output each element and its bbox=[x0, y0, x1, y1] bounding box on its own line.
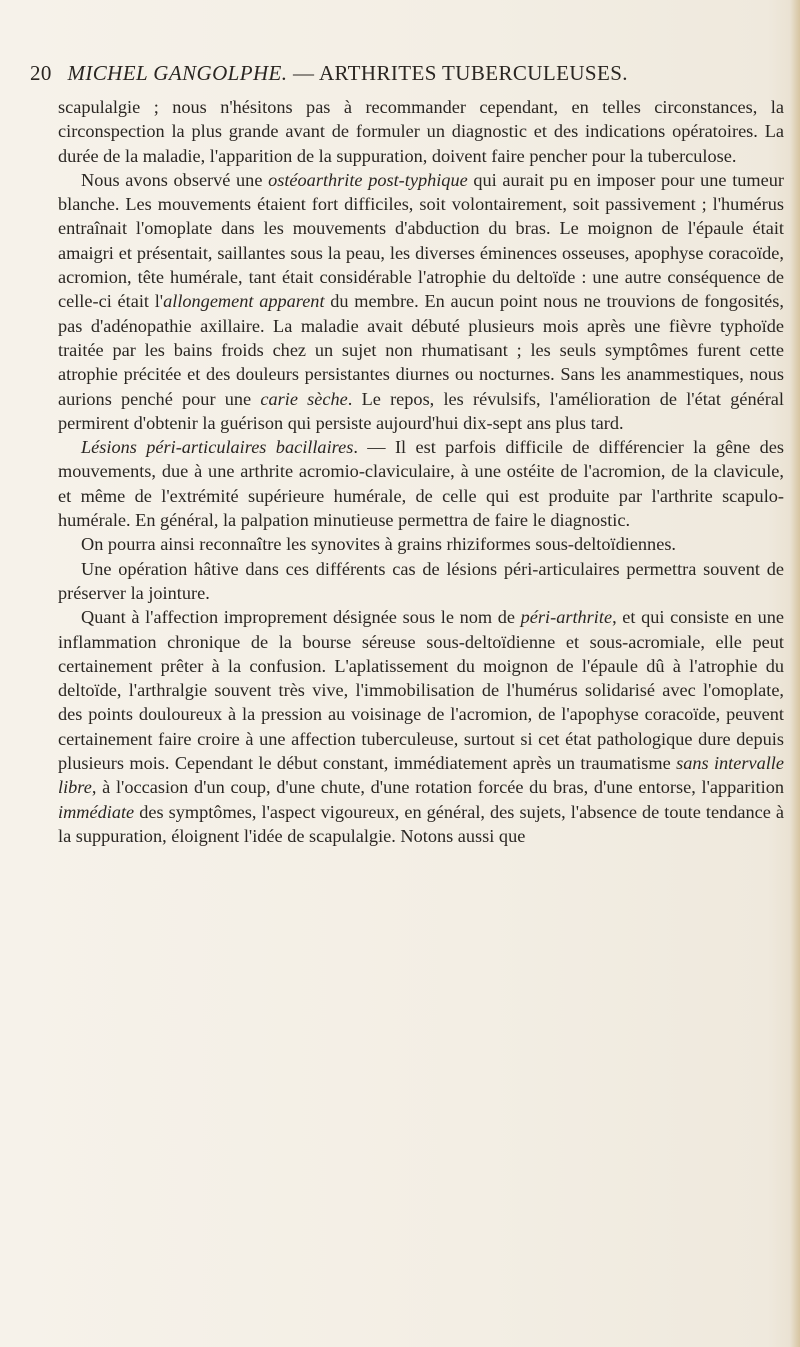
header-author: MICHEL GANGOLPHE. bbox=[67, 61, 288, 85]
paragraph bbox=[58, 605, 784, 848]
page-edge-stain bbox=[790, 0, 800, 1347]
text-run: On pourra ainsi reconnaître les synovites à grains rhiziformes sous-deltoïdiennes. bbox=[81, 534, 676, 555]
page-number: 20 bbox=[30, 61, 52, 85]
text-run: du membre. En aucun point nous ne trouvions de fongosités, pas d'adénopathie axillaire. La maladie avait débuté plusieurs mois après une fièvre typhoïde traitée par les bains froids chez un sujet non rhumatisant ; les seuls symptômes furent cette atrophie précitée et des douleurs persistantes diurnes ou nocturnes. Sans les anammestiques, nous aurions penché pour une bbox=[58, 291, 784, 409]
italic-text: ostéoarthrite post-typhique bbox=[268, 169, 468, 190]
italic-text: Lésions péri-articulaires bacillaires bbox=[81, 437, 354, 458]
text-run: des symptômes, l'aspect vigoureux, en général, des sujets, l'absence de toute tendance à la suppuration, éloignent l'idée de scapulalgie. Notons aussi que bbox=[58, 801, 784, 846]
header-title: ARTHRITES TUBERCULEUSES. bbox=[318, 61, 628, 85]
paragraph bbox=[58, 435, 784, 532]
paragraph bbox=[58, 168, 784, 435]
text-run: , et qui consiste en une inflammation chronique de la bourse séreuse sous-deltoïdienne et sous-acromiale, elle peut certainement prêter à la confusion. L'aplatissement du moignon de l'épaule dû à l'atrophie du deltoïde, l'arthralgie souvent très vive, l'immobilisation de l'humérus solidarisé avec l'omoplate, des points douloureux à la pression au voisinage de l'acromion, de l'apophyse coracoïde, peuvent certainement faire croire à une affection tuberculeuse, surtout si cet état pathologique dure depuis plusieurs mois. Cependant le début constant, immédiatement après un traumatisme bbox=[58, 607, 784, 774]
running-header bbox=[30, 61, 790, 86]
paragraph bbox=[58, 95, 784, 168]
paragraph bbox=[58, 532, 784, 556]
body-text bbox=[58, 95, 784, 848]
text-run: scapulalgie ; nous n'hésitons pas à recommander cependant, en telles circonstances, la circonspection la plus grande avant de formuler un diagnostic et des indications opératoires. La durée de la maladie, l'apparition de la suppuration, doivent faire pencher pour la tuberculose. bbox=[58, 97, 784, 166]
text-run: Nous avons observé une bbox=[81, 169, 269, 190]
italic-text: péri-arthrite bbox=[520, 607, 613, 628]
italic-text: carie sèche bbox=[260, 388, 348, 409]
italic-text: allongement apparent bbox=[163, 291, 325, 312]
text-run: Une opération hâtive dans ces différents cas de lésions péri-articulaires permettra souvent de préserver la jointure. bbox=[58, 558, 784, 603]
italic-text: sans intervalle libre bbox=[58, 753, 784, 798]
text-run: qui aurait pu en imposer pour une tumeur blanche. Les mouvements étaient fort difficiles, soit volontairement, soit passivement ; l'humérus entraînait l'omoplate dans les mouvements d'abduction du bras. Le moignon de l'épaule était amaigri et présentait, saillantes sous la peau, les diverses éminences osseuses, apophyse coracoïde, acromion, tête humérale, tant était considérable l'atrophie du deltoïde : une autre conséquence de celle-ci était l' bbox=[58, 169, 784, 312]
italic-text: immédiate bbox=[58, 801, 135, 822]
text-run: , à l'occasion d'un coup, d'une chute, d'une rotation forcée du bras, d'une entorse, l'apparition bbox=[91, 777, 784, 798]
text-run: . Le repos, les révulsifs, l'amélioration de l'état général permirent d'obtenir la guérison qui persiste aujourd'hui dix-sept ans plus tard. bbox=[58, 388, 784, 433]
text-run: . — Il est parfois difficile de différencier la gêne des mouvements, due à une arthrite acromio-claviculaire, à une ostéite de l'acromion, de la clavicule, et même de l'extrémité supérieure humérale, de celle qui est produite par l'arthrite scapulo-humérale. En général, la palpation minutieuse permettra de faire le diagnostic. bbox=[58, 437, 784, 531]
header-separator: — bbox=[293, 61, 315, 85]
text-run: Quant à l'affection improprement désignée sous le nom de bbox=[81, 607, 521, 628]
paragraph bbox=[58, 557, 784, 606]
